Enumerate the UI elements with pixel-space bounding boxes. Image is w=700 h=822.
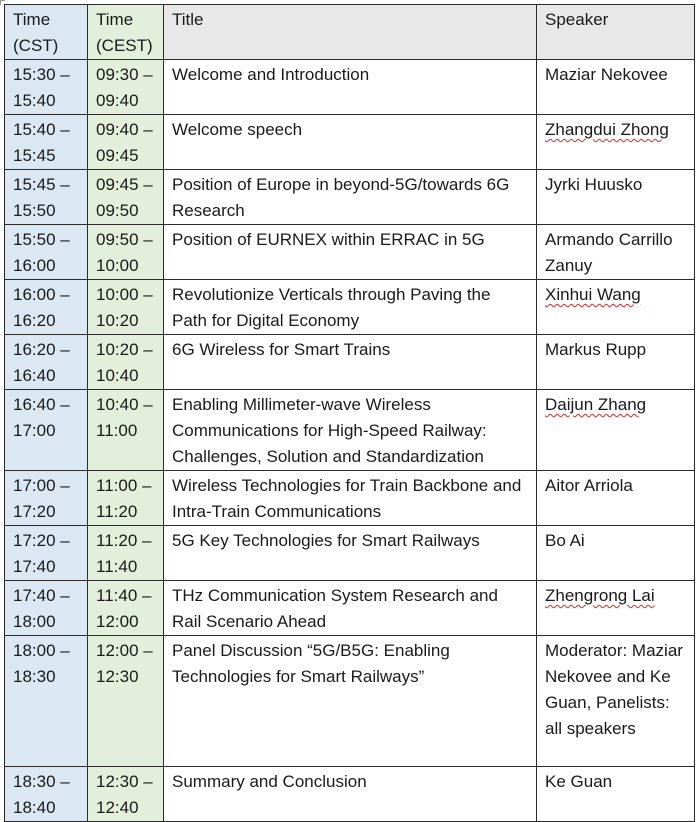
cell-title: Panel Discussion “5G/B5G: Enabling Technologies for Smart Railways” <box>164 636 537 767</box>
cell-speaker <box>537 280 695 335</box>
cell-time-cest: 09:50 – 10:00 <box>88 225 164 280</box>
cell-time-cest: 11:40 – 12:00 <box>88 581 164 636</box>
cell-time-cst: 17:40 – 18:00 <box>5 581 88 636</box>
cell-title: Summary and Conclusion <box>164 767 537 822</box>
table-row <box>5 581 695 636</box>
cell-speaker: Markus Rupp <box>537 335 695 390</box>
table-row <box>5 335 695 390</box>
cell-time-cest: 10:40 – 11:00 <box>88 390 164 471</box>
cell-time-cest: 09:30 – 09:40 <box>88 60 164 115</box>
table-row <box>5 390 695 471</box>
cell-speaker <box>537 115 695 170</box>
table-row <box>5 225 695 280</box>
cell-title: Revolutionize Verticals through Paving the Path for Digital Economy <box>164 280 537 335</box>
cell-speaker: Maziar Nekovee <box>537 60 695 115</box>
speaker-name: Xinhui Wang <box>545 285 641 304</box>
schedule-sheet <box>4 4 694 822</box>
cell-time-cst: 15:50 – 16:00 <box>5 225 88 280</box>
header-time-cst: Time (CST) <box>5 5 88 60</box>
speaker-name: Daijun Zhang <box>545 395 647 414</box>
cell-time-cest: 12:30 – 12:40 <box>88 767 164 822</box>
cell-title: 6G Wireless for Smart Trains <box>164 335 537 390</box>
table-row <box>5 636 695 767</box>
table-row <box>5 115 695 170</box>
cell-title: 5G Key Technologies for Smart Railways <box>164 526 537 581</box>
cell-speaker: Bo Ai <box>537 526 695 581</box>
cell-speaker: Ke Guan <box>537 767 695 822</box>
cell-time-cst: 15:40 – 15:45 <box>5 115 88 170</box>
cell-speaker: Jyrki Huusko <box>537 170 695 225</box>
header-row <box>5 5 695 60</box>
table-row <box>5 60 695 115</box>
cell-title: Enabling Millimeter-wave Wireless Communications for High-Speed Railway: Challenges, Solution and Standardization <box>164 390 537 471</box>
table-row <box>5 280 695 335</box>
cell-title: Welcome and Introduction <box>164 60 537 115</box>
speaker-name: Zhangdui Zhong <box>545 120 669 139</box>
table-row <box>5 526 695 581</box>
cell-time-cst: 15:30 – 15:40 <box>5 60 88 115</box>
cell-time-cest: 10:00 – 10:20 <box>88 280 164 335</box>
cell-time-cst: 16:40 – 17:00 <box>5 390 88 471</box>
cell-speaker <box>537 390 695 471</box>
cell-time-cst: 16:20 – 16:40 <box>5 335 88 390</box>
table-row <box>5 471 695 526</box>
cell-title: Position of EURNEX within ERRAC in 5G <box>164 225 537 280</box>
cell-speaker: Moderator: Maziar Nekovee and Ke Guan, Panelists: all speakers <box>537 636 695 767</box>
cell-time-cest: 11:00 – 11:20 <box>88 471 164 526</box>
cell-time-cest: 10:20 – 10:40 <box>88 335 164 390</box>
cell-title: Wireless Technologies for Train Backbone and Intra-Train Communications <box>164 471 537 526</box>
table-row <box>5 767 695 822</box>
cell-speaker: Aitor Arriola <box>537 471 695 526</box>
cell-time-cst: 17:20 – 17:40 <box>5 526 88 581</box>
cell-time-cest: 11:20 – 11:40 <box>88 526 164 581</box>
table-row <box>5 170 695 225</box>
cell-time-cest: 09:40 – 09:45 <box>88 115 164 170</box>
cell-title: Welcome speech <box>164 115 537 170</box>
cell-title: THz Communication System Research and Rail Scenario Ahead <box>164 581 537 636</box>
cell-time-cst: 18:30 – 18:40 <box>5 767 88 822</box>
header-title: Title <box>164 5 537 60</box>
header-time-cest: Time (CEST) <box>88 5 164 60</box>
cell-time-cst: 17:00 – 17:20 <box>5 471 88 526</box>
cell-time-cest: 09:45 – 09:50 <box>88 170 164 225</box>
cell-time-cest: 12:00 – 12:30 <box>88 636 164 767</box>
cell-time-cst: 18:00 – 18:30 <box>5 636 88 767</box>
speaker-name: Zhengrong Lai <box>545 586 655 605</box>
cell-time-cst: 15:45 – 15:50 <box>5 170 88 225</box>
cell-time-cst: 16:00 – 16:20 <box>5 280 88 335</box>
cell-speaker: Armando Carrillo Zanuy <box>537 225 695 280</box>
cell-speaker <box>537 581 695 636</box>
cell-title: Position of Europe in beyond-5G/towards 6G Research <box>164 170 537 225</box>
header-speaker: Speaker <box>537 5 695 60</box>
schedule-table <box>4 4 695 822</box>
